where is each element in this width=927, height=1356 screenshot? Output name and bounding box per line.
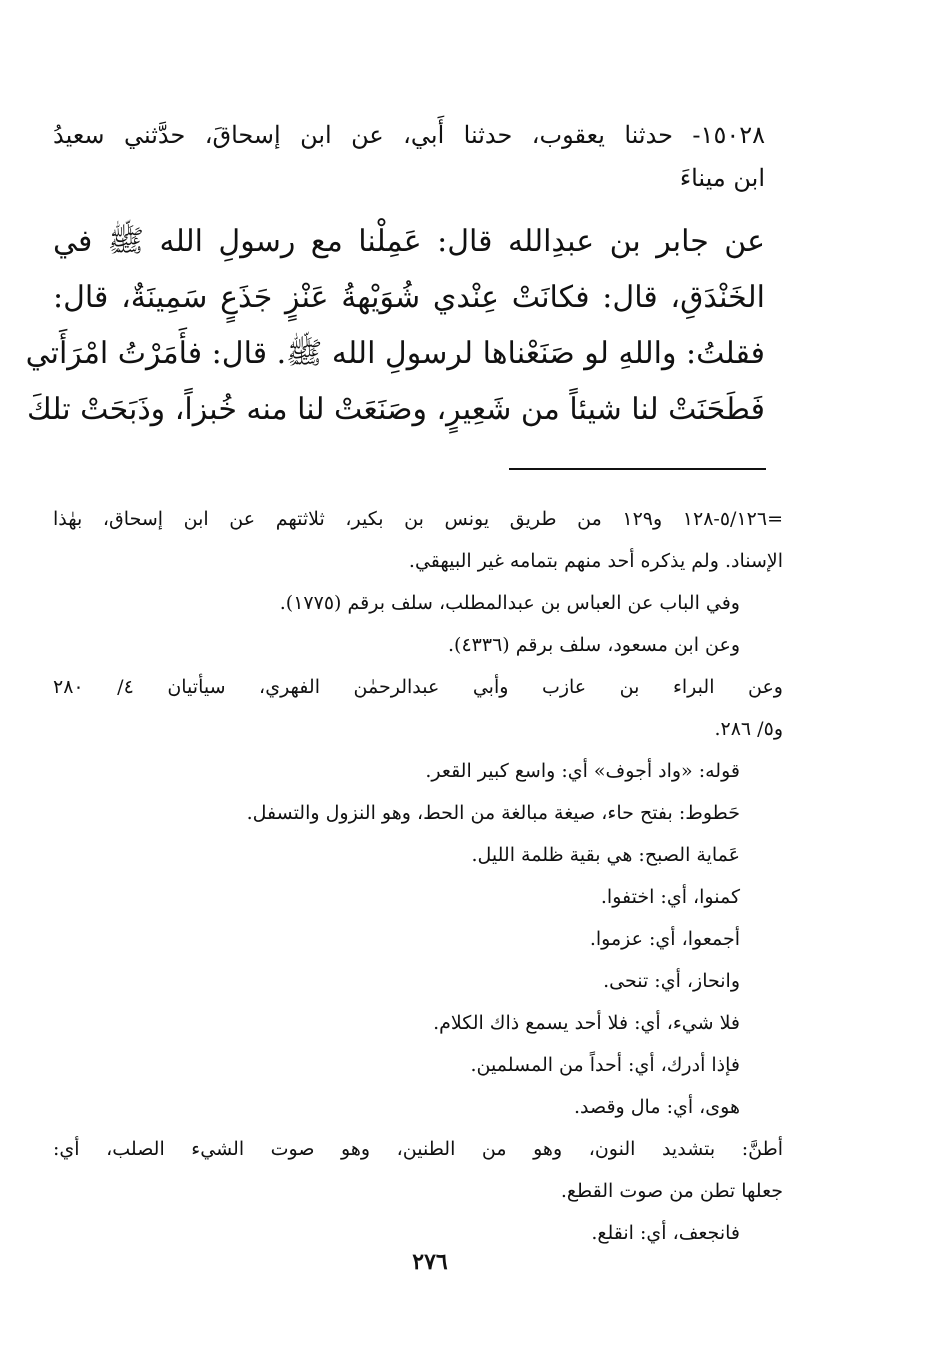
isnad-line: ١٥٠٢٨- حدثنا يعقوب، حدثنا أَبي، عن ابن إسحاقَ، حدَّثني سعيدُ — [53, 121, 765, 149]
footnote-line: كمنوا، أي: اختفوا. — [600, 886, 740, 908]
footnote-line: فإذا أدرك، أي: أحداً من المسلمين. — [470, 1054, 740, 1076]
matn-line: عن جابر بن عبدِالله قال: عَمِلْنا مع رسولِ الله ﷺ في — [53, 224, 765, 259]
isnad-line: ابن ميناءَ — [679, 164, 765, 192]
footnote-line: وفي الباب عن العباس بن عبدالمطلب، سلف برقم (١٧٧٥). — [279, 592, 740, 614]
footnote-line: =٥/١٢٦-١٢٨ و١٢٩ من طريق يونس بن بكير، ثلاثتهم عن ابن إسحاق، بهٰذا — [53, 508, 783, 530]
footnote-line: أطنَّ: بتشديد النون، وهو من الطنين، وهو صوت الشيء الصلب، أي: — [53, 1138, 783, 1160]
matn-line: فقلتُ: واللهِ لو صَنَعْناها لرسولِ الله ﷺ. قال: فأَمَرْتُ امْرَأَتي — [25, 336, 765, 371]
footnote-line: وعن ابن مسعود، سلف برقم (٤٣٣٦). — [448, 634, 740, 656]
footnote-line: حَطوط: بفتح حاء، صيغة مبالغة من الحط، وهو النزول والتسفل. — [246, 802, 740, 824]
footnote-line: هوى، أي: مال وقصد. — [573, 1096, 740, 1118]
page-number: ٢٧٦ — [412, 1249, 448, 1275]
matn-line: الخَنْدَقِ، قال: فكانَتْ عِنْدي شُوَيْهةُ عَنْزٍ جَذَعٍ سَمِينَةٌ، قال: — [53, 280, 765, 315]
footnote-line: وانحاز، أي: تنحى. — [603, 970, 740, 992]
footnote-line: و٥/ ٢٨٦. — [714, 718, 783, 740]
footnote-line: قوله: «واد أجوف» أي: واسع كبير القعر. — [425, 760, 740, 782]
footnotes — [53, 498, 783, 1254]
footnote-separator — [509, 468, 766, 470]
matn-line: فَطَحَنَتْ لنا شيئاً من شَعِيرٍ، وصَنَعَتْ لنا منه خُبزاً، وذَبَحَتْ تلكَ — [27, 392, 765, 427]
footnote-line: عَماية الصبح: هي بقية ظلمة الليل. — [471, 844, 740, 866]
hadith-isnad — [53, 114, 765, 200]
footnote-line: جعلها تطن من صوت القطع. — [560, 1180, 783, 1202]
footnote-line: الإسناد. ولم يذكره أحد منهم بتمامه غير البيهقي. — [408, 550, 783, 572]
footnote-line: فانجعف، أي: انقلع. — [591, 1222, 740, 1244]
hadith-matn — [25, 214, 765, 438]
footnote-line: أجمعوا، أي: عزموا. — [589, 928, 740, 950]
footnote-line: وعن البراء بن عازب وأبي عبدالرحمٰن الفهري، سيأتيان ٤/ ٢٨٠ — [53, 676, 783, 698]
footnote-line: فلا شيء، أي: فلا أحد يسمع ذاك الكلام. — [433, 1012, 740, 1034]
